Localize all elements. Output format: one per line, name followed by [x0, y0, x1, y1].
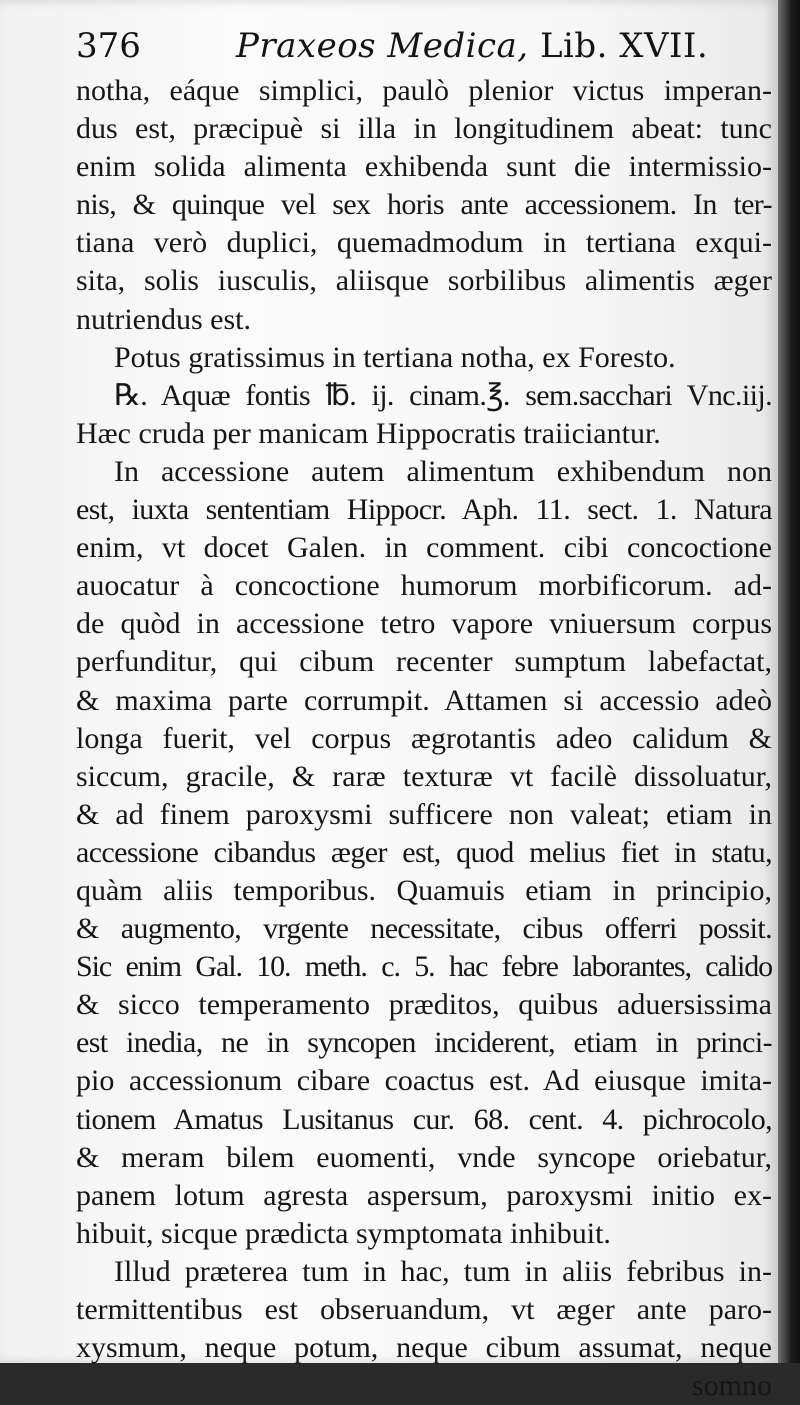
text-line: de quòd in accessione tetro vapore vniuersum corpus	[76, 607, 772, 641]
recipe-line: Hæc cruda per manicam Hippocratis traiiciantur.	[76, 416, 661, 450]
catchword: somno	[691, 1369, 772, 1403]
text-line: longa fuerit, vel corpus ægrotantis adeo calidum &	[76, 721, 772, 755]
text-line: enim, vt docet Galen. in comment. cibi concoctione	[76, 531, 772, 565]
book-number: Lib. XVII.	[539, 26, 709, 66]
text-line: & meram bilem euomenti, vnde syncope oriebatur,	[76, 1140, 772, 1174]
text-line: dus est, præcipuè si illa in longitudinem abeat: tunc	[76, 112, 772, 146]
text-line: & sicco temperamento præditos, quibus aduersissima	[76, 988, 772, 1022]
text-line: siccum, gracile, & raræ texturæ vt facilè dissoluatur,	[76, 759, 772, 793]
text-line: notha, eáque simplici, paulò plenior victus imperan-	[76, 74, 772, 107]
text-line: Illud præterea tum in hac, tum in aliis febribus in-	[114, 1254, 772, 1288]
page-edge	[778, 0, 800, 1363]
running-header	[76, 26, 716, 76]
text-line: accessione cibandus æger est, quod melius fiet in statu,	[76, 835, 772, 869]
text-line: Sic enim Gal. 10. meth. c. 5. hac febre laborantes, calido	[76, 950, 772, 984]
text-line: hibuit, sicque prædicta symptomata inhibuit.	[76, 1216, 611, 1250]
body-text	[76, 72, 772, 1405]
text-line: nutriendus est.	[76, 302, 251, 336]
text-line: tionem Amatus Lusitanus cur. 68. cent. 4. pichrocolo,	[76, 1102, 772, 1136]
text-line: In accessione autem alimentum exhibendum non	[114, 454, 772, 488]
text-line: quàm aliis temporibus. Quamuis etiam in principio,	[76, 873, 772, 907]
recipe-heading: Potus gratissimus in tertiana notha, ex Foresto.	[114, 340, 676, 374]
page-number: 376	[76, 26, 141, 66]
text-line: tiana verò duplici, quemadmodum in tertiana exqui-	[76, 226, 772, 260]
text-line: est, iuxta sententiam Hippocr. Aph. 11. sect. 1. Natura	[76, 493, 772, 527]
text-line: panem lotum agresta aspersum, paroxysmi initio ex-	[76, 1178, 772, 1212]
text-line: nis, & quinque vel sex horis ante accessionem. In ter-	[76, 188, 772, 222]
text-line: & augmento, vrgente necessitate, cibus offerri possit.	[76, 912, 772, 946]
text-line: pio accessionum cibare coactus est. Ad eiusque imita-	[76, 1064, 772, 1098]
text-line: est inedia, ne in syncopen inciderent, etiam in princi-	[76, 1026, 772, 1060]
text-line: enim solida alimenta exhibenda sunt die intermissio-	[76, 150, 772, 184]
text-line: termittentibus est obseruandum, vt æger ante paro-	[76, 1293, 772, 1326]
text-line: xysmum, neque potum, neque cibum assumat, neque	[76, 1331, 772, 1365]
text-line: perfunditur, qui cibum recenter sumptum labefactat,	[76, 645, 772, 679]
recipe-line: ℞. Aquæ fontis ℔. ij. cinam.℥. sem.sacchari Vnc.iij.	[114, 378, 772, 412]
text-line: sita, solis iusculis, aliisque sorbilibus alimentis æger	[76, 264, 772, 298]
text-line: & ad finem paroxysmi sufficere non valeat; etiam in	[76, 797, 772, 831]
text-line: auocatur à concoctione humorum morbificorum. ad-	[76, 569, 772, 603]
running-title-text: Praxeos Medica,	[236, 26, 529, 66]
running-title	[236, 26, 708, 66]
text-line: & maxima parte corrumpit. Attamen si accessio adeò	[76, 683, 772, 717]
